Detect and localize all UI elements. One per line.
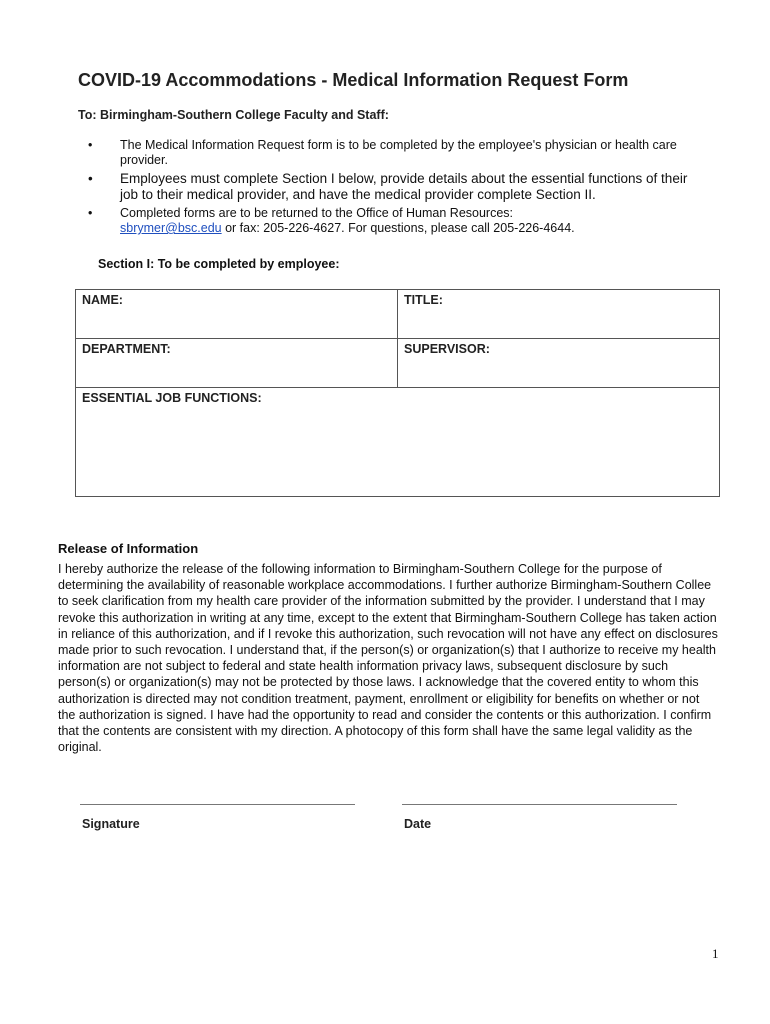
department-label: DEPARTMENT: <box>82 342 171 356</box>
list-item: • The Medical Information Request form is to be completed by the employee's physician or health care provider. <box>78 138 688 168</box>
name-field[interactable] <box>76 290 398 339</box>
department-field[interactable] <box>76 339 398 388</box>
date-label: Date <box>404 817 432 831</box>
list-item <box>78 206 688 236</box>
signature-line[interactable] <box>80 804 355 806</box>
essential-functions-field[interactable] <box>76 388 720 497</box>
employee-info-table <box>75 289 720 497</box>
date-line[interactable] <box>402 804 677 806</box>
release-paragraph: I hereby authorize the release of the following information to Birmingham-Southern College for the purpose of determining the availability of reasonable workplace accommodations. I further authorize Birmingham-Southern Collee to seek clarification from my health care provider of the information submitted by the provider. I understand that I may revoke this authorization in writing at any time, except to the extent that Birmingham-Southern College has taken action in reliance of this authorization, and if I revoke this authorization, such revocation will not have any effect on disclosures made prior to such revocation. I understand that, if the person(s) or organization(s) that I authorize to receive my health information are not subject to federal and state health information privacy laws, subsequent disclosure by such person(s) or organization(s) may not be protected by those laws. I acknowledge that the covered entity to whom this authorization is directed may not condition treatment, payment, enrollment or eligibility for benefits on whether or not the authorization is signed. I have had the opportunity to read and consider the contents or this authorization. I confirm that the contents are consistent with my direction. A photocopy of this form shall have the same legal validity as the original. <box>58 562 718 755</box>
name-label: NAME: <box>82 293 123 307</box>
page-title: COVID-19 Accommodations - Medical Information Request Form <box>78 70 629 90</box>
addressee-line: To: Birmingham-Southern College Faculty and Staff: <box>78 108 389 122</box>
contact-text: or fax: 205-226-4627. For questions, please call 205-226-4644. <box>221 221 575 235</box>
title-field[interactable] <box>398 290 720 339</box>
instructions-list <box>78 138 688 239</box>
release-heading: Release of Information <box>58 541 199 556</box>
title-label: TITLE: <box>404 293 443 307</box>
page-number: 1 <box>712 946 719 961</box>
section-heading: Section I: To be completed by employee: <box>98 257 340 271</box>
list-item: • Employees must complete Section I below, provide details about the essential functions of their job to their medical provider, and have the medical provider complete Section II. <box>78 171 688 203</box>
essential-functions-label: ESSENTIAL JOB FUNCTIONS: <box>82 391 262 405</box>
signature-label: Signature <box>82 817 140 831</box>
list-item-text: Completed forms are to be returned to the Office of Human Resources: <box>120 206 514 220</box>
supervisor-label: SUPERVISOR: <box>404 342 490 356</box>
supervisor-field[interactable] <box>398 339 720 388</box>
email-link[interactable]: sbrymer@bsc.edu <box>120 221 222 235</box>
